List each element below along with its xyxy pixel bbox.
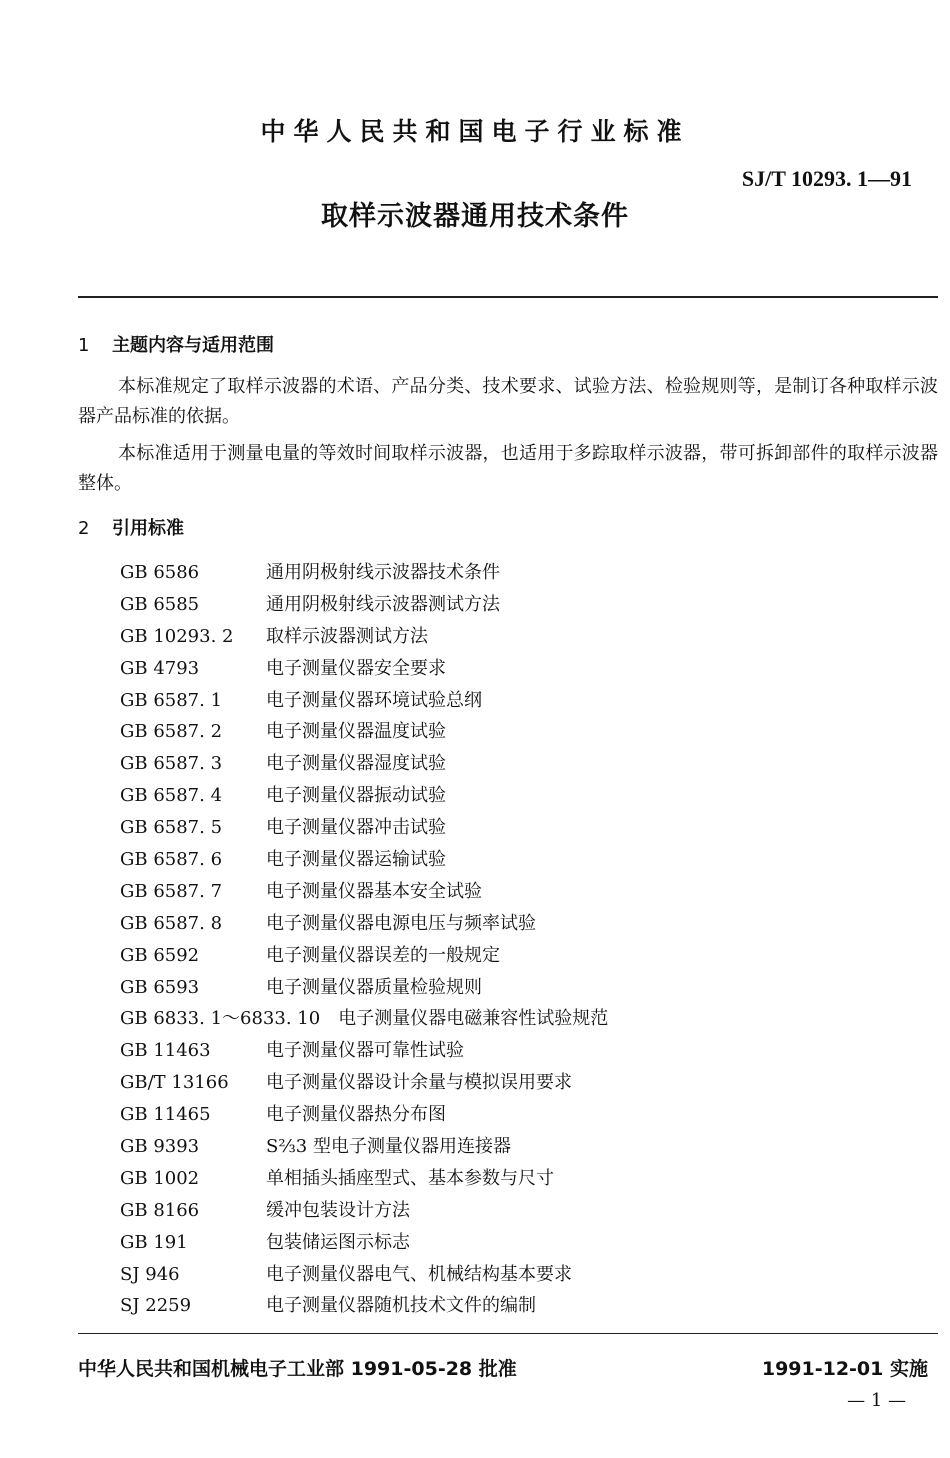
reference-code: GB 6587. 1 <box>120 689 223 711</box>
reference-code: GB 6587. 3 <box>120 753 223 775</box>
reference-code: GB 6586 <box>120 562 200 583</box>
reference-item <box>120 748 920 780</box>
reference-name: S⅔3 型电子测量仪器用连接器 <box>266 1136 511 1158</box>
reference-code: GB 6585 <box>120 593 200 615</box>
reference-item <box>120 1195 920 1227</box>
section-1-paragraph: 本标准适用于测量电量的等效时间取样示波器，也适用于多踪取样示波器，带可拆卸部件的取样示波器整体。 <box>78 443 938 494</box>
reference-item <box>120 1259 920 1291</box>
reference-name: 电子测量仪器质量检验规则 <box>266 976 482 998</box>
reference-name: 电子测量仪器冲击试验 <box>266 817 446 839</box>
reference-code: GB 6587. 5 <box>120 817 223 839</box>
reference-item <box>120 972 920 1004</box>
reference-code: GB 6833. 1～6833. 10 <box>120 1008 321 1030</box>
section-2-title: 引用标准 <box>112 518 184 539</box>
reference-code: GB 6587. 7 <box>120 880 223 902</box>
reference-list <box>120 557 920 1322</box>
reference-item <box>120 1131 920 1163</box>
reference-item <box>120 1290 920 1322</box>
reference-code: GB 8166 <box>120 1199 200 1221</box>
reference-name: 电子测量仪器误差的一般规定 <box>266 944 500 966</box>
reference-item <box>120 844 920 876</box>
reference-name: 电子测量仪器运输试验 <box>266 849 446 871</box>
reference-name: 电子测量仪器湿度试验 <box>266 753 446 775</box>
reference-item <box>120 685 920 717</box>
page-number: — 1 — <box>847 1390 906 1411</box>
reference-item <box>120 1067 920 1099</box>
reference-name: 电子测量仪器环境试验总纲 <box>266 689 482 711</box>
reference-name: 电子测量仪器振动试验 <box>266 785 446 807</box>
section-2-heading <box>78 514 184 540</box>
reference-item <box>120 1099 920 1131</box>
reference-item <box>120 780 920 812</box>
reference-name: 电子测量仪器电磁兼容性试验规范 <box>338 1008 609 1030</box>
standard-code: SJ/T 10293. 1—91 <box>741 166 912 191</box>
reference-name: 单相插头插座型式、基本参数与尺寸 <box>266 1167 554 1189</box>
reference-code: SJ 946 <box>120 1263 180 1285</box>
reference-name: 电子测量仪器热分布图 <box>266 1104 446 1126</box>
reference-code: GB 6587. 8 <box>120 912 223 934</box>
reference-name: 电子测量仪器电源电压与频率试验 <box>266 912 536 934</box>
reference-name: 缓冲包装设计方法 <box>266 1199 410 1221</box>
reference-name: 电子测量仪器设计余量与模拟误用要求 <box>266 1072 572 1094</box>
reference-name: 取样示波器测试方法 <box>266 625 428 647</box>
reference-code: GB 4793 <box>120 657 200 679</box>
reference-code: GB 6592 <box>120 944 200 966</box>
section-1-heading <box>78 331 274 357</box>
section-1-title: 主题内容与适用范围 <box>112 335 274 356</box>
header-divider <box>78 296 938 298</box>
reference-code: GB 191 <box>120 1231 188 1253</box>
effective-date: 1991-12-01 实施 <box>761 1358 928 1380</box>
reference-code: GB 11465 <box>120 1104 211 1126</box>
document-title: 取样示波器通用技术条件 <box>321 201 629 232</box>
reference-item <box>120 589 920 621</box>
reference-item <box>120 812 920 844</box>
reference-name: 电子测量仪器随机技术文件的编制 <box>266 1295 536 1317</box>
section-2-number: 2 <box>78 518 90 539</box>
reference-item <box>120 557 920 589</box>
reference-item <box>120 1227 920 1259</box>
approval-statement: 中华人民共和国机械电子工业部 1991-05-28 批准 <box>78 1358 517 1380</box>
reference-name: 电子测量仪器安全要求 <box>266 657 446 679</box>
reference-name: 电子测量仪器电气、机械结构基本要求 <box>266 1263 572 1285</box>
reference-code: GB 9393 <box>120 1136 200 1158</box>
reference-name: 电子测量仪器温度试验 <box>266 721 446 743</box>
reference-code: GB 6587. 4 <box>120 785 223 807</box>
reference-code: GB 11463 <box>120 1040 211 1062</box>
reference-name: 通用阴极射线示波器技术条件 <box>266 562 500 583</box>
reference-code: GB 1002 <box>120 1167 200 1189</box>
reference-name: 电子测量仪器可靠性试验 <box>266 1040 464 1062</box>
reference-item <box>120 1163 920 1195</box>
reference-item <box>120 1035 920 1067</box>
reference-name: 通用阴极射线示波器测试方法 <box>266 593 500 615</box>
section-1-paragraph: 本标准规定了取样示波器的术语、产品分类、技术要求、试验方法、检验规则等，是制订各种取样示波器产品标准的依据。 <box>78 376 938 427</box>
standard-name: 中华人民共和国电子行业标准 <box>260 117 690 146</box>
reference-code: GB 6587. 2 <box>120 721 223 743</box>
reference-code: GB/T 13166 <box>120 1072 229 1094</box>
reference-item <box>120 653 920 685</box>
reference-item <box>120 876 920 908</box>
reference-name: 电子测量仪器基本安全试验 <box>266 880 482 902</box>
reference-code: SJ 2259 <box>120 1295 192 1317</box>
reference-item <box>120 1003 920 1035</box>
reference-item <box>120 908 920 940</box>
section-1-number: 1 <box>78 335 90 356</box>
reference-item <box>120 621 920 653</box>
reference-name: 包装储运图示标志 <box>266 1231 410 1253</box>
reference-code: GB 6593 <box>120 976 200 998</box>
reference-code: GB 10293. 2 <box>120 625 234 647</box>
footer-divider <box>78 1333 938 1334</box>
reference-item <box>120 940 920 972</box>
reference-code: GB 6587. 6 <box>120 849 223 871</box>
reference-item <box>120 716 920 748</box>
